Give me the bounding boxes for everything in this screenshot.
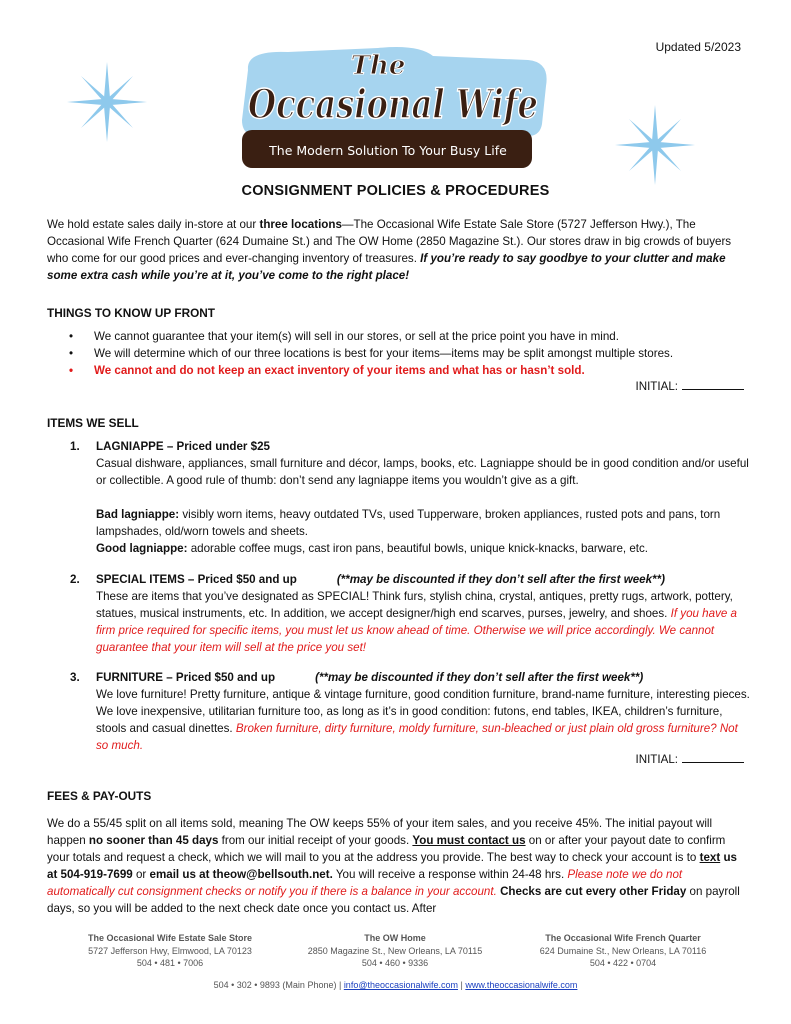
logo-line2: Occasional Wife [248,81,538,128]
item-lagniappe: 1. LAGNIAPPE – Priced under $25 Casual dishware, appliances, small furniture and décor, lamps, books, etc. Lagniappe should be in good condition and/or useful or collectible. A good rule of thumb: don’t send any lagniappe items you wouldn’t give as a gift. Bad lagniappe: visibly worn items, heavy outdated TVs, used Tupperware, broken appliances, rusted pots and pans, torn lampshades, old/worn towels and sheets. Good lagniappe: adorable coffee mugs, cast iron pans, beautiful bowls, unique knick-knacks, barware, etc. [70,440,749,555]
footer-store-french-quarter: The Occasional Wife French Quarter 624 Dumaine St., New Orleans, LA 70116 504 • 422 • 0704 [539,933,707,968]
initial-line-2: INITIAL: [635,753,744,766]
list-item: • We will determine which of our three locations is best for your items—items may be split amongst multiple stores. [47,345,747,362]
logo-tagline: The Modern Solution To Your Busy Life [269,143,507,158]
page-title: CONSIGNMENT POLICIES & PROCEDURES [241,183,550,199]
things-to-know-list [47,328,747,379]
fees-paragraph: We do a 55/45 split on all items sold, meaning The OW keeps 55% of your item sales, and you receive 45%. The initial payout will happen no sooner than 45 days from our initial receipt of your goods. You must contact us on or after your payout date to confirm your totals and request a check, which we will mail to you at the address you provide. The best way to check your account is to text us at 504-919-7699 or email us at theow@bellsouth.net. You will receive a response within 24-48 hrs. Please note we do not automatically cut consignment checks or notify you if there is a balance in your account. Checks are cut every other Friday on payroll days, so you will be added to the next check date once you contact us. After [47,817,740,915]
footer-store-estate: The Occasional Wife Estate Sale Store 5727 Jefferson Hwy, Elmwood, LA 70123 504 • 481 • 7006 [88,933,252,968]
star-icon-left [62,57,152,147]
section-heading-things-to-know: THINGS TO KNOW UP FRONT [47,306,215,320]
list-item: • We cannot and do not keep an exact inventory of your items and what has or hasn’t sold. [47,362,747,379]
main-phone: 504 • 302 • 9893 (Main Phone) [213,980,337,990]
occasional-wife-logo [228,38,558,168]
item-furniture: 3. FURNITURE – Priced $50 and up (**may be discounted if they don’t sell after the first week**) We love furniture! Pretty furniture, antique & vintage furniture, good condition furniture, brand-name furniture, interesting pieces. We love inexpensive, utilitarian furniture too, as long as it’s in good condition: futons, end tables, IKEA, children’s furniture, stools and casual dinettes. Broken furniture, dirty furniture, moldy furniture, sun-bleached or just plain old gross furniture? Not so much. [70,671,750,752]
item-special: 2. SPECIAL ITEMS – Priced $50 and up (**may be discounted if they don’t sell after the first week**) These are items that you’ve designated as SPECIAL! Think furs, stylish china, crystal, antiques, pretty rugs, artwork, pottery, statues, musical instruments, etc. In addition, we accept designer/high end scarves, purses, jewelry, and shoes. If you have a firm price required for specific items, you must let us know ahead of time. Otherwise we will price accordingly. We cannot guarantee that your item will sell at the price you set! [70,573,737,654]
section-heading-items-we-sell: ITEMS WE SELL [47,416,139,430]
footer-contact-line: 504 • 302 • 9893 (Main Phone) | info@theoccasionalwife.com | www.theoccasionalwife.com [213,980,578,990]
star-icon-right [610,100,700,190]
website-link[interactable]: www.theoccasionalwife.com [465,980,578,990]
intro-paragraph: We hold estate sales daily in-store at our three locations—The Occasional Wife Estate Sale Store (5727 Jefferson Hwy.), The Occasional Wife French Quarter (624 Dumaine St.) and The OW Home (2850 Magazine St.). Our stores draw in big crowds of buyers who come for our good prices and ever-changing inventory of treasures. If you’re ready to say goodbye to your clutter and make some extra cash while you’re at it, you’ve come to the right place! [47,218,732,282]
initial-line-1: INITIAL: [635,380,744,393]
list-item: • We cannot guarantee that your item(s) will sell in our stores, or sell at the price point you have in mind. [47,328,747,345]
email-link[interactable]: info@theoccasionalwife.com [343,980,459,990]
footer-store-home: The OW Home 2850 Magazine St., New Orleans, LA 70115 504 • 460 • 9336 [307,933,483,968]
logo-line1: The [350,51,406,81]
updated-date: Updated 5/2023 [655,40,741,54]
section-heading-fees: FEES & PAY-OUTS [47,789,152,803]
